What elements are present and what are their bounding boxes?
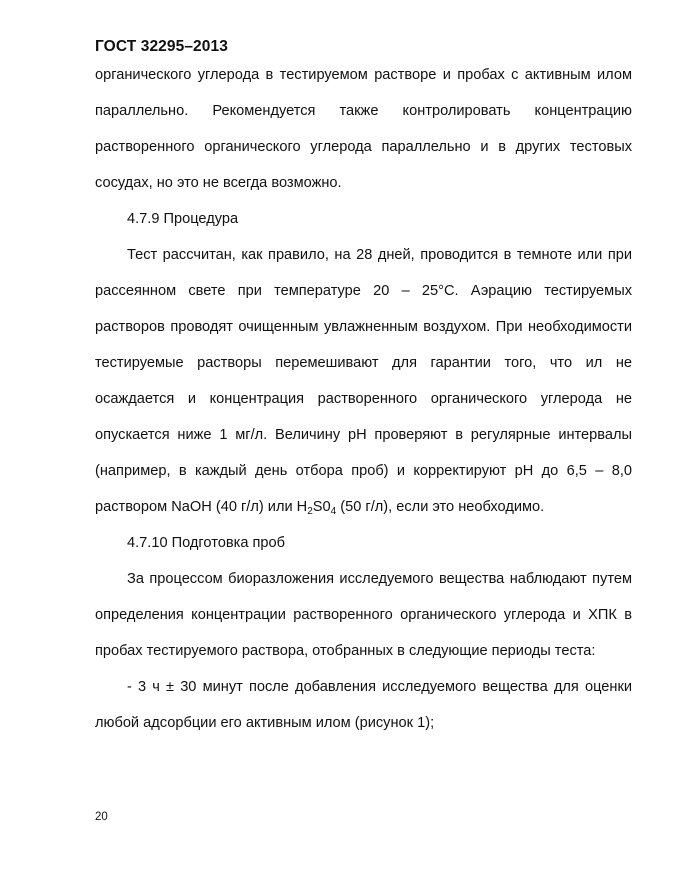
document-header: ГОСТ 32295–2013 [95,38,228,55]
paragraph-continuation: органического углерода в тестируемом растворе и пробах с активным илом параллельно. Рекомендуется также контролировать концентрацию растворенного органического углерода параллельно и в других тестовых сосудах, но это не всегда возможно. [95,67,632,191]
list-item-sampling: - 3 ч ± 30 минут после добавления исследуемого вещества для оценки любой адсорбции его активным илом (рисунок 1); [95,679,632,731]
page-number: 20 [95,811,108,823]
document-body [95,57,632,741]
paragraph-procedure-end: (50 г/л), если это необходимо. [336,499,545,515]
subscript-2: 2 [307,506,313,517]
section-heading-procedure: 4.7.9 Процедура [127,211,239,227]
section-heading-sampling: 4.7.10 Подготовка проб [127,535,285,551]
paragraph-sampling: За процессом биоразложения исследуемого вещества наблюдают путем определения концентрации растворенного органического углерода и ХПК в пробах тестируемого раствора, отобранных в следующие периоды теста: [95,571,632,659]
subscript-4: 4 [330,506,337,517]
paragraph-procedure [95,237,632,525]
formula-mid: S0 [312,499,331,515]
paragraph-procedure-text: Тест рассчитан, как правило, на 28 дней, проводится в темноте или при рассеянном свете при температуре 20 – 25°С. Аэрацию тестируемых растворов проводят очищенным увлажненным воздухом. При необходимости тестируемые растворы перемешивают для гарантии того, что ил не осаждается и концентрация растворенного органического углерода не опускается ниже 1 мг/л. Величину рН проверяют в регулярные интервалы (например, в каждый день отбора проб) и корректируют рН до 6,5 – 8,0 раствором NaOH (40 г/л) или H [95,247,632,515]
